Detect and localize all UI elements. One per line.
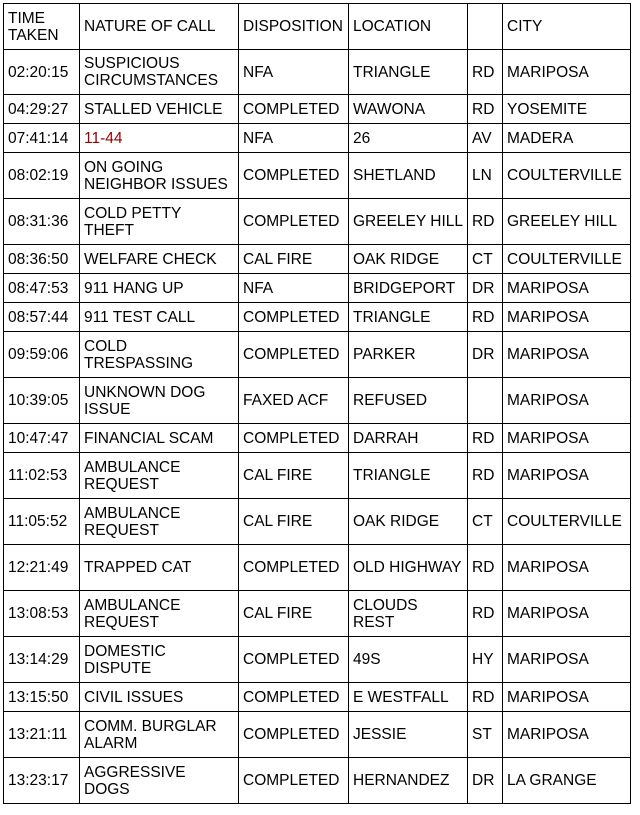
cell-location: OAK RIDGE	[349, 499, 468, 545]
table-row	[4, 124, 631, 153]
cell-location: BRIDGEPORT	[349, 274, 468, 303]
cell-location: 49S	[349, 637, 468, 683]
cell-nature-of-call: AMBULANCE REQUEST	[80, 591, 239, 637]
cell-street-suffix: CT	[468, 245, 503, 274]
cell-location: DARRAH	[349, 424, 468, 453]
cell-location: CLOUDS REST	[349, 591, 468, 637]
cell-city: MADERA	[503, 124, 631, 153]
header-city: CITY	[503, 4, 631, 50]
cell-time: 13:21:11	[4, 712, 80, 758]
cell-disposition: CAL FIRE	[239, 499, 349, 545]
cell-street-suffix: DR	[468, 332, 503, 378]
cell-location: REFUSED	[349, 378, 468, 424]
cell-city: MARIPOSA	[503, 303, 631, 332]
cell-street-suffix: CT	[468, 499, 503, 545]
cell-nature-of-call: DOMESTIC DISPUTE	[80, 637, 239, 683]
cell-location: PARKER	[349, 332, 468, 378]
cell-disposition: COMPLETED	[239, 683, 349, 712]
cell-city: MARIPOSA	[503, 637, 631, 683]
cell-nature-of-call: 911 TEST CALL	[80, 303, 239, 332]
cell-time: 13:15:50	[4, 683, 80, 712]
cell-time: 02:20:15	[4, 50, 80, 95]
cell-street-suffix: RD	[468, 545, 503, 591]
cell-location: WAWONA	[349, 95, 468, 124]
cell-street-suffix: HY	[468, 637, 503, 683]
cell-nature-of-call: STALLED VEHICLE	[80, 95, 239, 124]
call-log-table	[3, 3, 631, 804]
table-row	[4, 378, 631, 424]
cell-nature-of-call: COLD PETTY THEFT	[80, 199, 239, 245]
cell-time: 11:05:52	[4, 499, 80, 545]
cell-time: 04:29:27	[4, 95, 80, 124]
cell-disposition: COMPLETED	[239, 758, 349, 804]
cell-street-suffix: RD	[468, 683, 503, 712]
cell-location: TRIANGLE	[349, 453, 468, 499]
header-time-taken: TIME TAKEN	[4, 4, 80, 50]
cell-time: 13:08:53	[4, 591, 80, 637]
table-row	[4, 332, 631, 378]
cell-city: MARIPOSA	[503, 274, 631, 303]
cell-location: GREELEY HILL	[349, 199, 468, 245]
cell-time: 09:59:06	[4, 332, 80, 378]
cell-disposition: COMPLETED	[239, 153, 349, 199]
cell-street-suffix: RD	[468, 95, 503, 124]
table-row	[4, 199, 631, 245]
cell-disposition: CAL FIRE	[239, 245, 349, 274]
cell-disposition: CAL FIRE	[239, 453, 349, 499]
cell-city: LA GRANGE	[503, 758, 631, 804]
table-row	[4, 545, 631, 591]
cell-time: 12:21:49	[4, 545, 80, 591]
header-row	[4, 4, 631, 50]
cell-disposition: CAL FIRE	[239, 591, 349, 637]
cell-time: 11:02:53	[4, 453, 80, 499]
cell-disposition: NFA	[239, 124, 349, 153]
cell-time: 08:31:36	[4, 199, 80, 245]
cell-location: TRIANGLE	[349, 50, 468, 95]
cell-city: YOSEMITE	[503, 95, 631, 124]
header-street-suffix	[468, 4, 503, 50]
cell-city: MARIPOSA	[503, 50, 631, 95]
cell-nature-of-call: WELFARE CHECK	[80, 245, 239, 274]
cell-disposition: COMPLETED	[239, 199, 349, 245]
cell-nature-of-call: COMM. BURGLAR ALARM	[80, 712, 239, 758]
cell-disposition: COMPLETED	[239, 95, 349, 124]
cell-nature-of-call: AMBULANCE REQUEST	[80, 453, 239, 499]
cell-location: HERNANDEZ	[349, 758, 468, 804]
cell-city: MARIPOSA	[503, 545, 631, 591]
cell-disposition: COMPLETED	[239, 424, 349, 453]
cell-street-suffix: DR	[468, 274, 503, 303]
table-row	[4, 591, 631, 637]
cell-nature-of-call: AMBULANCE REQUEST	[80, 499, 239, 545]
cell-city: MARIPOSA	[503, 332, 631, 378]
cell-city: COULTERVILLE	[503, 153, 631, 199]
cell-street-suffix: RD	[468, 424, 503, 453]
cell-location: OAK RIDGE	[349, 245, 468, 274]
cell-disposition: NFA	[239, 274, 349, 303]
cell-nature-of-call: UNKNOWN DOG ISSUE	[80, 378, 239, 424]
cell-time: 10:47:47	[4, 424, 80, 453]
table-row	[4, 712, 631, 758]
cell-street-suffix: RD	[468, 199, 503, 245]
cell-city: COULTERVILLE	[503, 499, 631, 545]
cell-street-suffix: DR	[468, 758, 503, 804]
cell-city: GREELEY HILL	[503, 199, 631, 245]
table-row	[4, 50, 631, 95]
table-row	[4, 424, 631, 453]
cell-location: E WESTFALL	[349, 683, 468, 712]
cell-street-suffix: ST	[468, 712, 503, 758]
table-row	[4, 683, 631, 712]
cell-time: 08:57:44	[4, 303, 80, 332]
cell-city: MARIPOSA	[503, 378, 631, 424]
cell-disposition: FAXED ACF	[239, 378, 349, 424]
cell-nature-of-call: SUSPICIOUS CIRCUMSTANCES	[80, 50, 239, 95]
cell-nature-of-call: CIVIL ISSUES	[80, 683, 239, 712]
header-nature-of-call: NATURE OF CALL	[80, 4, 239, 50]
cell-location: 26	[349, 124, 468, 153]
header-location: LOCATION	[349, 4, 468, 50]
table-body	[4, 50, 631, 804]
table-row	[4, 453, 631, 499]
cell-city: MARIPOSA	[503, 424, 631, 453]
cell-disposition: COMPLETED	[239, 712, 349, 758]
cell-street-suffix: RD	[468, 50, 503, 95]
table-row	[4, 758, 631, 804]
cell-nature-of-call: COLD TRESPASSING	[80, 332, 239, 378]
cell-city: COULTERVILLE	[503, 245, 631, 274]
cell-nature-of-call: 11-44	[80, 124, 239, 153]
cell-street-suffix: LN	[468, 153, 503, 199]
cell-disposition: COMPLETED	[239, 637, 349, 683]
cell-city: MARIPOSA	[503, 683, 631, 712]
cell-nature-of-call: FINANCIAL SCAM	[80, 424, 239, 453]
cell-time: 08:36:50	[4, 245, 80, 274]
header-disposition: DISPOSITION	[239, 4, 349, 50]
cell-time: 08:02:19	[4, 153, 80, 199]
table-row	[4, 499, 631, 545]
cell-disposition: NFA	[239, 50, 349, 95]
cell-nature-of-call: ON GOING NEIGHBOR ISSUES	[80, 153, 239, 199]
cell-time: 13:23:17	[4, 758, 80, 804]
cell-street-suffix: AV	[468, 124, 503, 153]
table-row	[4, 303, 631, 332]
cell-nature-of-call: 911 HANG UP	[80, 274, 239, 303]
cell-city: MARIPOSA	[503, 591, 631, 637]
cell-city: MARIPOSA	[503, 712, 631, 758]
cell-disposition: COMPLETED	[239, 545, 349, 591]
cell-time: 13:14:29	[4, 637, 80, 683]
cell-street-suffix: RD	[468, 591, 503, 637]
cell-time: 08:47:53	[4, 274, 80, 303]
cell-disposition: COMPLETED	[239, 332, 349, 378]
cell-street-suffix	[468, 378, 503, 424]
table-header	[4, 4, 631, 50]
cell-nature-of-call: TRAPPED CAT	[80, 545, 239, 591]
cell-location: TRIANGLE	[349, 303, 468, 332]
cell-disposition: COMPLETED	[239, 303, 349, 332]
cell-city: MARIPOSA	[503, 453, 631, 499]
cell-street-suffix: RD	[468, 453, 503, 499]
cell-street-suffix: RD	[468, 303, 503, 332]
table-row	[4, 274, 631, 303]
cell-nature-of-call: AGGRESSIVE DOGS	[80, 758, 239, 804]
table-row	[4, 95, 631, 124]
table-row	[4, 153, 631, 199]
table-row	[4, 245, 631, 274]
cell-location: SHETLAND	[349, 153, 468, 199]
table-row	[4, 637, 631, 683]
cell-location: OLD HIGHWAY	[349, 545, 468, 591]
cell-location: JESSIE	[349, 712, 468, 758]
cell-time: 10:39:05	[4, 378, 80, 424]
cell-time: 07:41:14	[4, 124, 80, 153]
